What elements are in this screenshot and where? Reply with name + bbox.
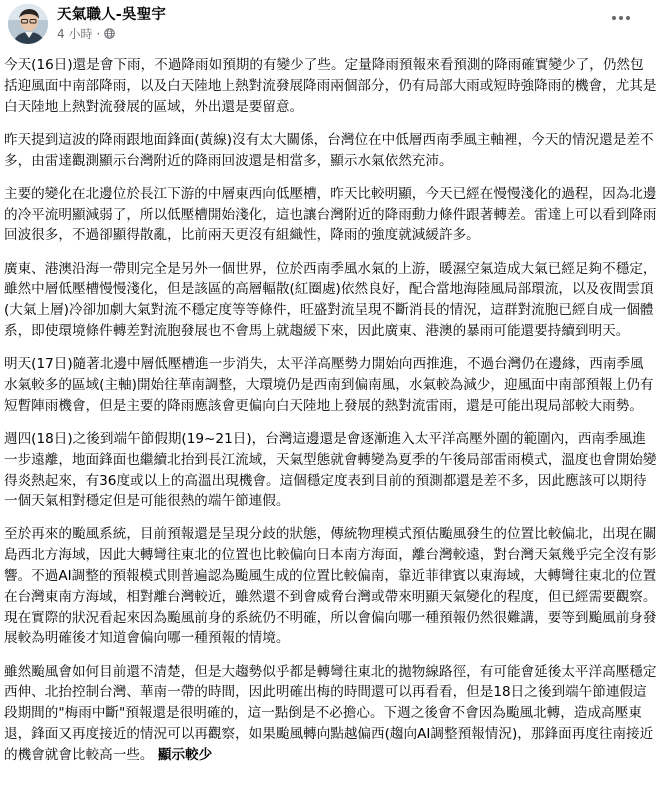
author-avatar[interactable] [8, 4, 48, 44]
meta-separator: · [96, 26, 101, 41]
see-less-button[interactable]: 顯示較少 [157, 746, 213, 763]
post-paragraph-1: 今天(16日)還是會下雨，不過降雨如預期的有變少了些。定量降雨預報來看預測的降雨確實變少了，仍然包括迎風面中南部降雨，以及白天陸地上熱對流發展降雨兩個部分，仍有局部大雨或短時強降雨的機會，尤其是白天陸地上熱對流發展的區域，外出還是要留意。 [4, 57, 657, 115]
globe-icon [104, 28, 115, 39]
post-meta [57, 25, 115, 42]
post-paragraph-3: 主要的變化在北邊位於長江下游的中層東西向低壓槽，昨天比較明顯，今天已經在慢慢淺化的過程，因為北邊的冷平流明顯減弱了，所以低壓槽開始淺化，這也讓台灣附近的降雨動力條件跟著轉差。雷達上可以看到降雨回波很多，不過卻顯得散亂，比前兩天更沒有組織性，降雨的強度就減緩許多。 [4, 185, 657, 244]
more-options-icon[interactable] [605, 6, 637, 30]
post-body [4, 55, 657, 778]
post-paragraph-2: 昨天提到這波的降雨跟地面鋒面(黃線)沒有太大關係，台灣位在中低層西南季風主軸裡，今天的情況還是差不多，由雷達觀測顯示台灣附近的降雨回波還是相當多，顯示水氣依然充沛。 [4, 131, 654, 169]
avatar-image [8, 4, 48, 44]
post-paragraph-8 [4, 662, 657, 766]
post-header [4, 0, 651, 46]
post-paragraph-6: 週四(18日)之後到端午節假期(19~21日)，台灣這邊還是會逐漸進入太平洋高壓外圍的範圍內，西南季風進一步遠離，地面鋒面也繼續北抬到長江流域，天氣型態就會轉變為夏季的午後局部雷雨模式，溫度也會開始變得炎熱起來，有36度或以上的高溫出現機會。這個穩定度表到目前的預測都還是差不多，因此應該可以期待一個天氣相對穩定但是可能很熱的端午節連假。 [4, 430, 657, 510]
author-name[interactable]: 天氣職人-吳聖宇 [57, 7, 167, 23]
post-paragraph-7: 至於再來的颱風系統，目前預報還是呈現分歧的狀態，傳統物理模式預估颱風發生的位置比較偏北，出現在關島西北方海域，因此大轉彎往東北的位置也比較偏向日本南方海面，離台灣較遠，對台灣天氣幾乎完全沒有影響。不過AI調整的預報模式則普遍認為颱風生成的位置比較偏南，靠近菲律賓以東海域，大轉彎往東北的位置在台灣東南方海域，相對離台灣較近，雖然還不到會威脅台灣或帶來明顯天氣變化的程度，但已經需要觀察。現在實際的狀況看起來因為颱風前身的系統仍不明確，所以會偏向哪一種預報仍然很難講，要等到颱風前身發展較為明確後才知道會偏向哪一種預報的情境。 [4, 526, 657, 647]
post-paragraph-5: 明天(17日)隨著北邊中層低壓槽進一步消失，太平洋高壓勢力開始向西推進，不過台灣仍在邊緣，西南季風水氣較多的區域(主軸)開始往華南調整，大環境仍是西南到偏南風，水氣較為減少，迎風面中南部預報上仍有短暫陣雨機會，但是主要的降雨應該會更偏向白天陸地上發展的熱對流雷雨，還是可能出現局部較大雨勢。 [4, 356, 654, 414]
post-paragraph-8-text: 雖然颱風會如何目前還不清楚，但是大趨勢似乎都是轉彎往東北的拋物線路徑，有可能會延後太平洋高壓穩定西伸、北抬控制台灣、華南一帶的時間，因此明確出梅的時間還可以再看看，但是18日之後到端午節連假這段期間的"梅雨中斷"預報還是很明確的，這一點倒是不必擔心。下週之後會不會因為颱風北轉，造成高壓東退，鋒面又再度接近的情況可以再觀察，如果颱風轉向點越偏西(趨向AI調整預報情況)，那鋒面再度往南接近的機會就會比較高一些。 [4, 663, 657, 763]
post-time[interactable]: 4 小時 [57, 27, 93, 41]
post-paragraph-4: 廣東、港澳沿海一帶則完全是另外一個世界，位於西南季風水氣的上游，暖濕空氣造成大氣已經足夠不穩定，雖然中層低壓槽慢慢淺化，但是該區的高層輻散(紅圈處)依然良好，配合當地海陸風局部環流，以及夜間雲頂(大氣上層)冷卻加劇大氣對流不穩定度等等條件，旺盛對流呈現不斷消長的情況，這群對流胞已經自成一個體系，即使環境條件轉差對流胞發展也不會馬上就趨緩下來，因此廣東、港澳的暴雨可能還要持續到明天。 [4, 260, 657, 339]
